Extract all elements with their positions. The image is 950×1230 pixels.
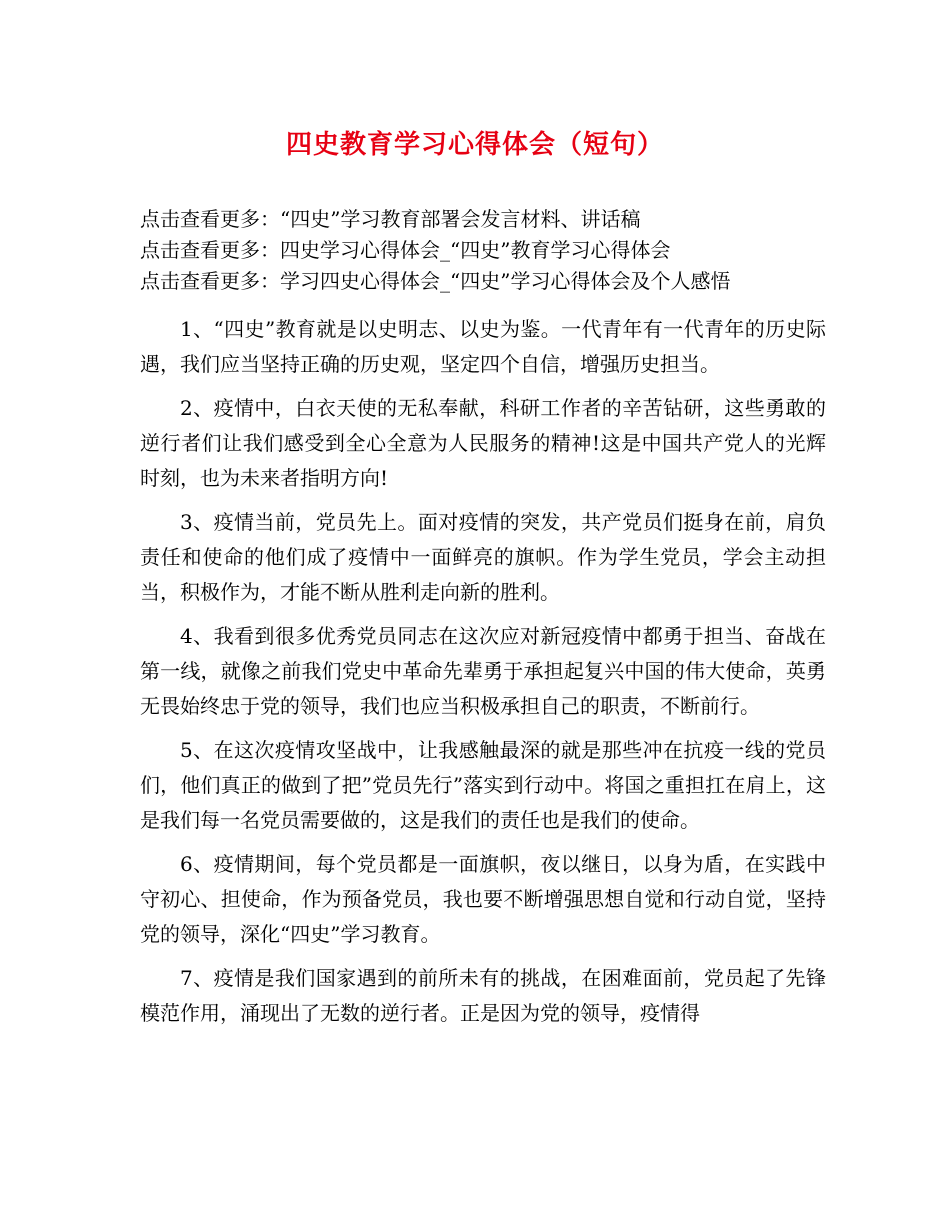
document-body (140, 312, 826, 1040)
paragraph-3: 3、疫情当前，党员先上。面对疫情的突发，共产党员们挺身在前，肩负责任和使命的他们成了疫情中一面鲜亮的旗帜。作为学生党员，学会主动担当，积极作为，才能不断从胜利走向新的胜利。 (140, 510, 826, 604)
paragraph-2: 2、疫情中，白衣天使的无私奉献，科研工作者的辛苦钻研，这些勇敢的逆行者们让我们感受到全心全意为人民服务的精神!这是中国共产党人的光辉时刻，也为未来者指明方向! (140, 396, 826, 490)
paragraph-5: 5、在这次疫情攻坚战中，让我感触最深的就是那些冲在抗疫一线的党员们，他们真正的做到了把”党员先行”落实到行动中。将国之重担扛在肩上，这是我们每一名党员需要做的，这是我们的责任也是我们的使命。 (140, 738, 826, 832)
paragraph-6: 6、疫情期间，每个党员都是一面旗帜，夜以继日，以身为盾，在实践中守初心、担使命，作为预备党员，我也要不断增强思想自觉和行动自觉，坚持党的领导，深化“四史”学习教育。 (140, 852, 826, 946)
related-links (140, 204, 840, 297)
paragraph-7: 7、疫情是我们国家遇到的前所未有的挑战，在困难面前，党员起了先锋模范作用，涌现出了无数的逆行者。正是因为党的领导，疫情得 (140, 966, 826, 1025)
related-link[interactable]: 点击查看更多：四史学习心得体会_“四史”教育学习心得体会 (140, 238, 671, 262)
document-title: 四史教育学习心得体会（短句） (285, 130, 664, 160)
paragraph-4: 4、我看到很多优秀党员同志在这次应对新冠疫情中都勇于担当、奋战在第一线，就像之前我们党史中革命先辈勇于承担起复兴中国的伟大使命，英勇无畏始终忠于党的领导，我们也应当积极承担自己的职责，不断前行。 (140, 624, 826, 718)
paragraph-1: 1、“四史”教育就是以史明志、以史为鉴。一代青年有一代青年的历史际遇，我们应当坚持正确的历史观，坚定四个自信，增强历史担当。 (140, 317, 826, 376)
related-link[interactable]: 点击查看更多：学习四史心得体会_“四史”学习心得体会及个人感悟 (140, 269, 731, 293)
related-link[interactable]: 点击查看更多：“四史”学习教育部署会发言材料、讲话稿 (140, 207, 641, 231)
